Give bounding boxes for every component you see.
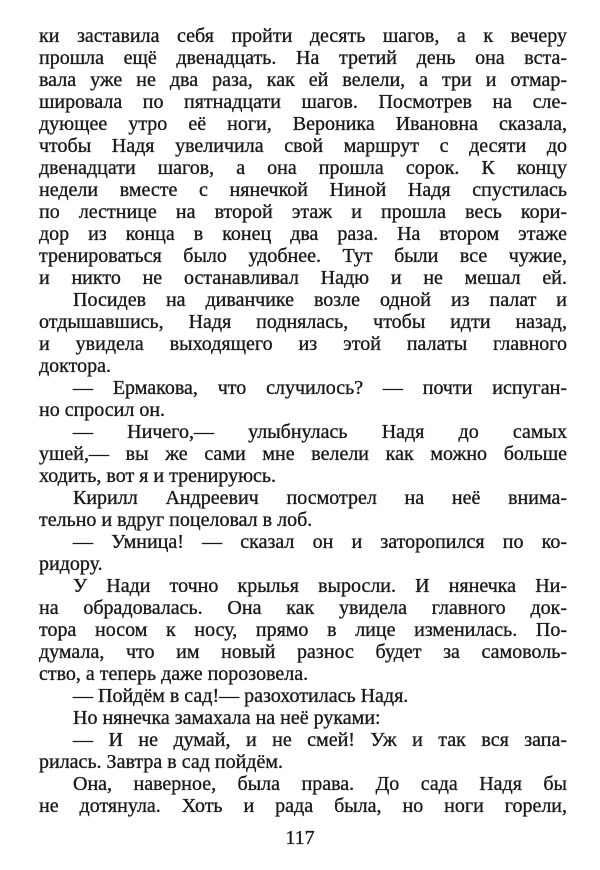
text-line: но спросил он. [39,399,166,421]
text-line: ки заставила себя пройти десять шагов, а к вечеру [39,25,567,47]
text-line: — Ермакова, что случилось? — почти испуган- [73,377,567,399]
text-line: не дотянула. Хоть и рада была, но ноги горели, [39,795,567,817]
text-line: рилась. Завтра в сад пойдём. [39,751,283,773]
text-line: и увидела выходящего из этой палаты главного [39,333,567,355]
paragraph [39,487,567,531]
text-line: Посидев на диванчике возле одной из палат и [73,289,567,311]
text-line: У Нади точно крылья выросли. И нянечка Ни- [73,575,567,597]
text-line: по лестнице на второй этаж и прошла весь кори- [39,201,567,223]
text-line: — Ничего,— улыбнулась Надя до самых [73,421,567,443]
text-line: ушей,— вы же сами мне велели как можно больше [39,443,567,465]
text-line: дующее утро её ноги, Вероника Ивановна сказала, [39,113,567,135]
paragraph [39,773,567,817]
text-line: чтобы Надя увеличила свой маршрут с десяти до [39,135,567,157]
paragraph [39,729,567,773]
paragraph [39,575,567,685]
text-line: думала, что им новый разнос будет за самоволь- [39,641,567,663]
paragraph [39,421,567,487]
text-line: шировала по пятнадцати шагов. Посмотрев на сле- [39,91,567,113]
text-line: Она, наверное, была права. До сада Надя бы [73,773,567,795]
text-line: на обрадовалась. Она как увидела главного док- [39,597,567,619]
text-line: вала уже не два раза, как ей велели, а три и отмар- [39,69,567,91]
text-line: ходить, вот я и тренируюсь. [39,465,277,487]
text-line: тренироваться было удобнее. Тут были все чужие, [39,245,567,267]
text-line: Но нянечка замахала на неё руками: [73,707,381,729]
paragraph [39,25,567,289]
paragraph [39,685,567,707]
text-line: доктора. [39,355,111,377]
text-line: отдышавшись, Надя поднялась, чтобы идти назад, [39,311,567,333]
text-line: двенадцати шагов, а она прошла сорок. К концу [39,157,567,179]
text-line: — И не думай, и не смей! Уж и так вся запа- [73,729,567,751]
paragraph [39,377,567,421]
text-line: дор из конца в конец два раза. На втором этаже [39,223,567,245]
text-line: тора носом к носу, прямо в лице изменилась. По- [39,619,567,641]
text-line: — Пойдём в сад!— разохотилась Надя. [73,685,409,707]
page-text [39,25,567,817]
text-line: прошла ещё двенадцать. На третий день она вста- [39,47,567,69]
text-line: тельно и вдруг поцеловал в лоб. [39,509,313,531]
paragraph [39,707,567,729]
text-line: и никто не останавливал Надю и не мешал ей. [39,267,567,289]
paragraph [39,531,567,575]
text-line: ство, а теперь даже порозовела. [39,663,309,685]
page-number: 117 [285,827,315,849]
text-line: ридору. [39,553,103,575]
text-line: — Умница! — сказал он и заторопился по ко- [73,531,567,553]
paragraph [39,289,567,377]
text-line: Кирилл Андреевич посмотрел на неё внима- [73,487,567,509]
text-line: недели вместе с нянечкой Ниной Надя спустилась [39,179,567,201]
